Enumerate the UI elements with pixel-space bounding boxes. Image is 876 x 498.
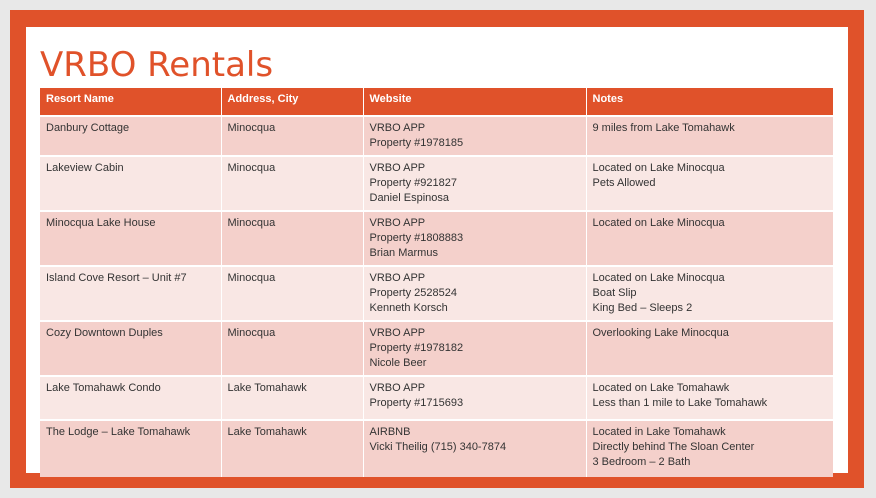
table-row [40, 211, 833, 266]
website-line: VRBO APP [369, 327, 426, 339]
website-line: VRBO APP [369, 382, 426, 394]
city: Minocqua [227, 122, 276, 134]
resort-name: The Lodge – Lake Tomahawk [46, 426, 191, 438]
slide-frame [10, 10, 864, 488]
resort-name: Island Cove Resort – Unit #7 [46, 272, 187, 284]
table-header-row [40, 88, 833, 116]
table-row [40, 116, 833, 156]
resort-name: Minocqua Lake House [46, 217, 156, 229]
website-line: Property 2528524 [369, 287, 457, 299]
header-website: Website [363, 88, 586, 116]
resort-name: Lakeview Cabin [46, 162, 124, 174]
slide-content [26, 27, 848, 473]
table-row [40, 376, 833, 420]
website-line: Daniel Espinosa [369, 192, 449, 204]
cell-resort-name [40, 156, 221, 211]
notes-line: 9 miles from Lake Tomahawk [592, 122, 735, 134]
cell-city [221, 156, 363, 211]
cell-resort-name [40, 211, 221, 266]
cell-notes [586, 321, 833, 376]
table-row [40, 156, 833, 211]
notes-line: 3 Bedroom – 2 Bath [592, 456, 691, 468]
website-line: Vicki Theilig (715) 340-7874 [369, 441, 507, 453]
cell-city [221, 266, 363, 321]
notes-line: Boat Slip [592, 287, 637, 299]
table-row [40, 321, 833, 376]
cell-city [221, 321, 363, 376]
website-line: Property #1715693 [369, 397, 464, 409]
website-line: Brian Marmus [369, 247, 438, 259]
cell-notes [586, 156, 833, 211]
website-line: Property #1978182 [369, 342, 464, 354]
rentals-table [40, 88, 833, 477]
notes-line: Located on Lake Minocqua [592, 162, 725, 174]
website-line: VRBO APP [369, 162, 426, 174]
resort-name: Cozy Downtown Duples [46, 327, 163, 339]
notes-line: Located in Lake Tomahawk [592, 426, 726, 438]
cell-website [363, 420, 586, 477]
header-notes: Notes [586, 88, 833, 116]
header-address-city: Address, City [221, 88, 363, 116]
cell-notes [586, 211, 833, 266]
resort-name: Danbury Cottage [46, 122, 130, 134]
table-row [40, 420, 833, 477]
cell-resort-name [40, 266, 221, 321]
cell-resort-name [40, 376, 221, 420]
notes-line: Pets Allowed [592, 177, 656, 189]
city: Lake Tomahawk [227, 426, 307, 438]
table-row [40, 266, 833, 321]
website-line: VRBO APP [369, 122, 426, 134]
website-line: Nicole Beer [369, 357, 427, 369]
resort-name: Lake Tomahawk Condo [46, 382, 161, 394]
notes-line: Located on Lake Minocqua [592, 272, 725, 284]
city: Minocqua [227, 162, 276, 174]
cell-resort-name [40, 116, 221, 156]
cell-website [363, 156, 586, 211]
cell-resort-name [40, 420, 221, 477]
cell-website [363, 376, 586, 420]
website-line: Property #1978185 [369, 137, 464, 149]
header-resort-name: Resort Name [40, 88, 221, 116]
website-line: Property #921827 [369, 177, 457, 189]
cell-city [221, 116, 363, 156]
cell-city [221, 211, 363, 266]
cell-resort-name [40, 321, 221, 376]
notes-line: Directly behind The Sloan Center [592, 441, 755, 453]
website-line: Property #1808883 [369, 232, 464, 244]
cell-website [363, 116, 586, 156]
website-line: VRBO APP [369, 272, 426, 284]
website-line: VRBO APP [369, 217, 426, 229]
city: Minocqua [227, 272, 276, 284]
cell-website [363, 266, 586, 321]
cell-notes [586, 266, 833, 321]
notes-line: Located on Lake Tomahawk [592, 382, 730, 394]
cell-notes [586, 376, 833, 420]
notes-line: Located on Lake Minocqua [592, 217, 725, 229]
cell-notes [586, 420, 833, 477]
city: Lake Tomahawk [227, 382, 307, 394]
cell-website [363, 321, 586, 376]
slide-title: VRBO Rentals [40, 45, 274, 85]
cell-city [221, 420, 363, 477]
cell-notes [586, 116, 833, 156]
city: Minocqua [227, 217, 276, 229]
cell-city [221, 376, 363, 420]
notes-line: King Bed – Sleeps 2 [592, 302, 693, 314]
cell-website [363, 211, 586, 266]
website-line: AIRBNB [369, 426, 411, 438]
notes-line: Overlooking Lake Minocqua [592, 327, 729, 339]
notes-line: Less than 1 mile to Lake Tomahawk [592, 397, 768, 409]
city: Minocqua [227, 327, 276, 339]
website-line: Kenneth Korsch [369, 302, 448, 314]
